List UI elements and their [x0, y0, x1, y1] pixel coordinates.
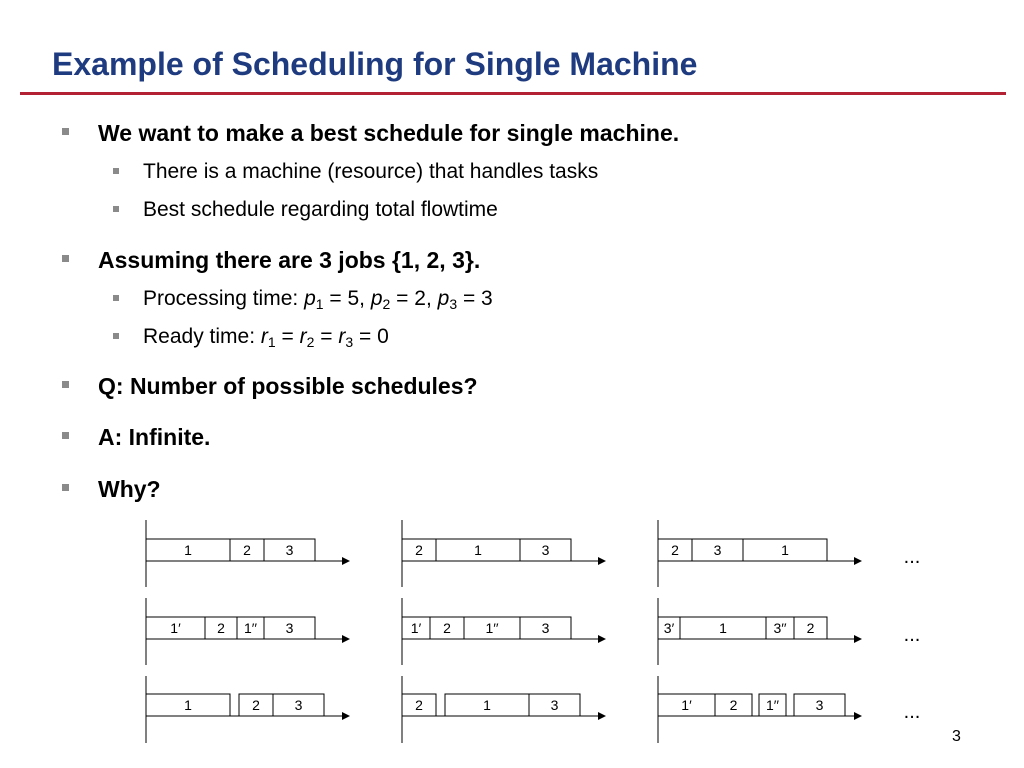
job-label — [542, 620, 550, 636]
job-label — [295, 697, 303, 713]
job-label — [286, 542, 294, 558]
job-label — [542, 542, 550, 558]
job-number: 3 — [541, 620, 550, 636]
job-prime-mark: ′′ — [493, 620, 499, 636]
subscript: 3 — [345, 334, 354, 350]
bullet-flowtime: Best schedule regarding total flowtime — [143, 198, 498, 221]
job-number: 1 — [184, 697, 192, 713]
job-label — [766, 697, 779, 713]
job-label — [415, 697, 423, 713]
job-label — [244, 620, 257, 636]
job-number: 3 — [663, 620, 672, 636]
job-label — [415, 542, 423, 558]
job-prime-mark: ′ — [689, 697, 692, 713]
ready-time-equals: = — [281, 325, 294, 348]
bullet-answer: A: Infinite. — [98, 424, 211, 450]
job-number: 3 — [294, 697, 303, 713]
page-number: 3 — [952, 728, 961, 745]
subscript: 2 — [306, 334, 315, 350]
job-label — [730, 697, 738, 713]
job-label — [411, 620, 422, 636]
job-label — [485, 620, 498, 636]
symbol-p: p — [304, 287, 316, 310]
processing-time-value: = 5, — [329, 287, 371, 310]
symbol-p: p — [437, 287, 450, 310]
job-label — [483, 697, 491, 713]
job-number: 3 — [815, 697, 824, 713]
job-number: 1 — [781, 542, 789, 558]
job-label — [184, 542, 192, 558]
subscript: 1 — [315, 296, 324, 312]
job-number: 1 — [765, 697, 774, 713]
processing-time-value: = 3 — [462, 287, 493, 310]
job-number: 2 — [806, 620, 815, 636]
subscript: 1 — [267, 334, 276, 350]
job-number: 2 — [729, 697, 738, 713]
job-number: 3 — [541, 542, 550, 558]
job-number: 2 — [217, 620, 225, 636]
symbol-r: r — [260, 325, 268, 348]
job-label — [807, 620, 815, 636]
job-label — [217, 620, 225, 636]
job-prime-mark: ′′ — [773, 697, 780, 713]
job-number: 1 — [410, 620, 419, 636]
job-label — [252, 697, 260, 713]
job-number: 1 — [184, 542, 192, 558]
job-number: 1 — [243, 620, 252, 636]
job-number: 1 — [719, 620, 727, 636]
processing-time-value: = 2, — [396, 287, 438, 310]
bullet-why: Why? — [98, 476, 161, 502]
bullet-question: Q: Number of possible schedules? — [98, 373, 478, 399]
job-number: 3 — [550, 697, 559, 713]
job-prime-mark: ′′ — [251, 620, 258, 636]
ready-time-value: = 0 — [359, 325, 389, 348]
job-number: 2 — [671, 542, 679, 558]
job-label — [243, 542, 251, 558]
bullet-jobs: Assuming there are 3 jobs {1, 2, 3}. — [98, 247, 481, 273]
job-number: 2 — [252, 697, 260, 713]
subscript: 3 — [449, 296, 458, 312]
more-schedules-ellipsis: ... — [903, 701, 921, 723]
job-number: 1 — [483, 697, 491, 713]
job-number: 2 — [415, 542, 423, 558]
job-label — [816, 697, 824, 713]
symbol-p: p — [370, 287, 383, 310]
job-number: 1 — [474, 542, 482, 558]
bullet-goal: We want to make a best schedule for single machine. — [98, 120, 680, 146]
bullet-machine: There is a machine (resource) that handles tasks — [143, 160, 599, 183]
job-label — [681, 697, 692, 713]
job-number: 1 — [170, 620, 179, 636]
job-number: 1 — [485, 620, 494, 636]
job-label — [474, 542, 482, 558]
job-number: 2 — [415, 697, 423, 713]
job-label — [286, 620, 294, 636]
symbol-r: r — [338, 325, 346, 348]
ready-time-equals: = — [320, 325, 333, 348]
job-label — [443, 620, 451, 636]
job-number: 3 — [773, 620, 782, 636]
job-label — [184, 697, 192, 713]
symbol-r: r — [299, 325, 307, 348]
ready-time-lead: Ready time: — [143, 325, 261, 348]
job-prime-mark: ′′ — [781, 620, 787, 636]
job-prime-mark: ′ — [671, 620, 675, 636]
more-schedules-ellipsis: ... — [903, 546, 921, 568]
slide-title: Example of Scheduling for Single Machine — [52, 46, 698, 82]
job-prime-mark: ′ — [178, 620, 181, 636]
job-number: 3 — [713, 542, 722, 558]
subscript: 2 — [382, 296, 391, 312]
job-label — [170, 620, 181, 636]
job-number: 2 — [243, 542, 251, 558]
job-number: 1 — [681, 697, 690, 713]
job-label — [671, 542, 679, 558]
processing-time-lead: Processing time: — [143, 287, 305, 310]
job-label — [719, 620, 727, 636]
job-label — [551, 697, 559, 713]
job-label — [664, 620, 675, 636]
job-number: 2 — [443, 620, 451, 636]
more-schedules-ellipsis: ... — [903, 624, 921, 646]
job-number: 3 — [285, 542, 294, 558]
job-number: 3 — [285, 620, 294, 636]
job-label — [714, 542, 722, 558]
job-label — [773, 620, 786, 636]
job-label — [781, 542, 789, 558]
job-prime-mark: ′ — [418, 620, 422, 636]
